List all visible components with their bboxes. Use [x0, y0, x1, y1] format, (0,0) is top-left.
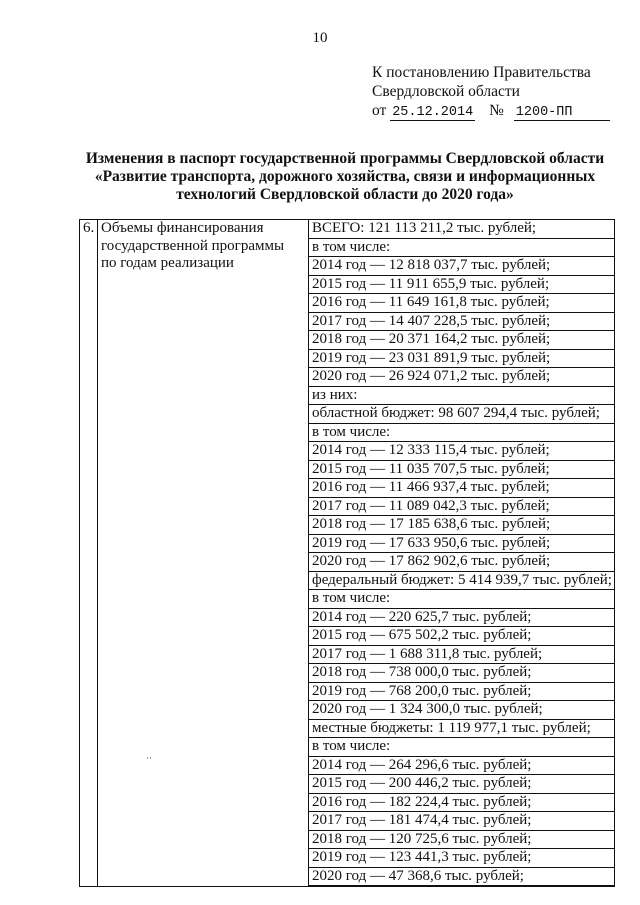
resolution-reference: [372, 63, 610, 121]
funding-line: 2015 год — 675 502,2 тыс. рублей;: [309, 627, 614, 646]
funding-line: 2017 год — 14 407 228,5 тыс. рублей;: [309, 313, 614, 332]
resolution-number: 1200-ПП: [514, 105, 610, 121]
funding-line: 2014 год — 264 296,6 тыс. рублей;: [309, 757, 614, 776]
number-sign: №: [489, 102, 504, 119]
row-label-cell: [98, 220, 309, 887]
funding-line: 2015 год — 200 446,2 тыс. рублей;: [309, 775, 614, 794]
heading-line-1: Изменения в паспорт государственной программы Свердловской области: [85, 150, 605, 167]
funding-values-cell: [309, 220, 615, 887]
reference-line-1: К постановлению Правительства: [372, 64, 591, 81]
funding-line: в том числе:: [309, 738, 614, 757]
funding-line: ВСЕГО: 121 113 211,2 тыс. рублей;: [309, 220, 614, 239]
funding-line: 2016 год — 11 649 161,8 тыс. рублей;: [309, 294, 614, 313]
funding-line: 2017 год — 181 474,4 тыс. рублей;: [309, 812, 614, 831]
funding-line: в том числе:: [309, 239, 614, 258]
funding-line: 2016 год — 182 224,4 тыс. рублей;: [309, 794, 614, 813]
funding-line: 2020 год — 17 862 902,6 тыс. рублей;: [309, 553, 614, 572]
funding-line: местные бюджеты: 1 119 977,1 тыс. рублей;: [309, 720, 614, 739]
label-line: по годам реализации: [101, 255, 234, 271]
funding-line: 2019 год — 17 633 950,6 тыс. рублей;: [309, 535, 614, 554]
funding-line: федеральный бюджет: 5 414 939,7 тыс. рублей;: [309, 572, 614, 591]
funding-line: в том числе:: [309, 424, 614, 443]
reference-line-2: Свердловской области: [372, 83, 520, 100]
funding-line: 2018 год — 120 725,6 тыс. рублей;: [309, 831, 614, 850]
funding-line: 2019 год — 123 441,3 тыс. рублей;: [309, 849, 614, 868]
reference-date-number: [372, 101, 610, 121]
label-line: государственной программы: [101, 237, 285, 254]
funding-line: 2014 год — 12 333 115,4 тыс. рублей;: [309, 442, 614, 461]
label-line: Объемы финансирования: [101, 220, 264, 236]
funding-line: из них:: [309, 387, 614, 406]
funding-line: 2016 год — 11 466 937,4 тыс. рублей;: [309, 479, 614, 498]
scan-speck: ··: [146, 753, 152, 763]
document-heading: [60, 150, 630, 204]
page-number: 10: [312, 30, 328, 46]
funding-line: 2020 год — 47 368,6 тыс. рублей;: [309, 868, 614, 887]
funding-line: 2020 год — 26 924 071,2 тыс. рублей;: [309, 368, 614, 387]
funding-line: 2018 год — 17 185 638,6 тыс. рублей;: [309, 516, 614, 535]
funding-line: 2019 год — 23 031 891,9 тыс. рублей;: [309, 350, 614, 369]
funding-line: 2015 год — 11 911 655,9 тыс. рублей;: [309, 276, 614, 295]
date-prefix: от: [372, 102, 387, 119]
funding-line: областной бюджет: 98 607 294,4 тыс. рублей;: [309, 405, 614, 424]
funding-line: 2015 год — 11 035 707,5 тыс. рублей;: [309, 461, 614, 480]
funding-line: 2019 год — 768 200,0 тыс. рублей;: [309, 683, 614, 702]
funding-line: 2017 год — 1 688 311,8 тыс. рублей;: [309, 646, 614, 665]
funding-line: в том числе:: [309, 590, 614, 609]
row-number: 6.: [83, 220, 95, 236]
funding-line: 2020 год — 1 324 300,0 тыс. рублей;: [309, 701, 614, 720]
heading-line-3: технологий Свердловской области до 2020 года»: [176, 186, 514, 203]
table-row: [80, 220, 615, 887]
funding-line: 2014 год — 12 818 037,7 тыс. рублей;: [309, 257, 614, 276]
funding-line: 2018 год — 738 000,0 тыс. рублей;: [309, 664, 614, 683]
funding-line: 2014 год — 220 625,7 тыс. рублей;: [309, 609, 614, 628]
resolution-date: 25.12.2014: [392, 105, 474, 120]
funding-line: 2018 год — 20 371 164,2 тыс. рублей;: [309, 331, 614, 350]
row-number-cell: [80, 220, 98, 887]
heading-line-2: «Развитие транспорта, дорожного хозяйства, связи и информационных: [94, 168, 596, 185]
passport-table: [79, 219, 615, 887]
funding-line: 2017 год — 11 089 042,3 тыс. рублей;: [309, 498, 614, 517]
